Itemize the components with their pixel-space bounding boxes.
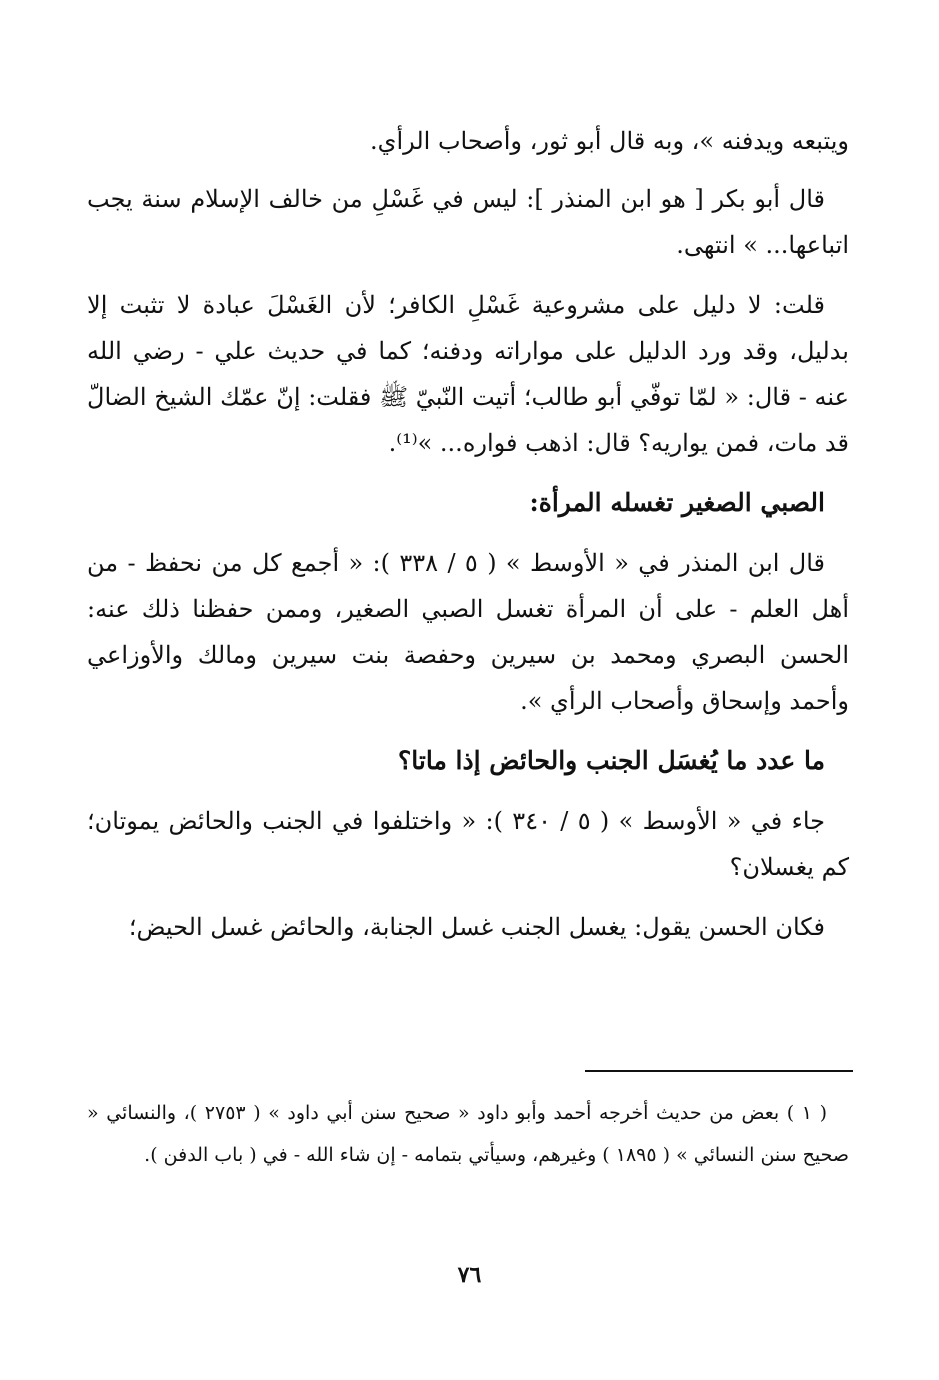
paragraph-continuation: ويتبعه ويدفنه »، وبه قال أبو ثور، وأصحاب الرأي.	[370, 127, 849, 155]
section-heading-junub-haid-washing: ما عدد ما يُغسَل الجنب والحائض إذا ماتا؟	[397, 746, 825, 775]
footnote-1: ( ١ ) بعض من حديث أخرجه أحمد وأبو داود « صحيح سنن أبي داود » ( ٢٧٥٣ )، والنسائي « صحيح سنن النسائي » ( ١٨٩٥ ) وغيرهم، وسيأتي بتمامه - إن شاء الله - في ( باب الدفن ).	[87, 1102, 849, 1166]
footnotes	[87, 1092, 849, 1176]
footnote-divider	[585, 1070, 853, 1072]
page-number: ٧٦	[457, 1262, 482, 1288]
paragraph-author-comment: قلت: لا دليل على مشروعية غَسْلِ الكافر؛ لأن الغَسْلَ عبادة لا تثبت إلا بدليل، وقد ورد الدليل على مواراته ودفنه؛ كما في حديث علي - رضي الله عنه - قال: « لمّا توفّي أبو طالب؛ أتيت النّبيّ ﷺ فقلت: إنّ عمّك الشيخ الضالّ قد مات، فمن يواريه؟ قال: اذهب فواره... »⁽¹⁾.	[87, 291, 849, 457]
paragraph-ibn-al-mundhir-consensus: قال ابن المنذر في « الأوسط » ( ٥ / ٣٣٨ ): « أجمع كل من نحفظ - من أهل العلم - على أن المرأة تغسل الصبي الصغير، وممن حفظنا ذلك عنه: الحسن البصري ومحمد بن سيرين وحفصة بنت سيرين ومالك والأوزاعي وأحمد وإسحاق وأصحاب الرأي ».	[87, 549, 849, 715]
page-body	[87, 118, 849, 964]
paragraph-al-awsat-quote: جاء في « الأوسط » ( ٥ / ٣٤٠ ): « واختلفوا في الجنب والحائض يموتان؛ كم يغسلان؟	[87, 807, 849, 881]
paragraph-hasan-opinion: فكان الحسن يقول: يغسل الجنب غسل الجنابة، والحائض غسل الحيض؛	[128, 913, 825, 941]
section-heading-boy-washed-by-woman: الصبي الصغير تغسله المرأة:	[529, 488, 825, 517]
paragraph-abu-bakr-quote: قال أبو بكر [ هو ابن المنذر ]: ليس في غَسْلِ من خالف الإسلام سنة يجب اتباعها... » انتهى.	[87, 185, 849, 259]
